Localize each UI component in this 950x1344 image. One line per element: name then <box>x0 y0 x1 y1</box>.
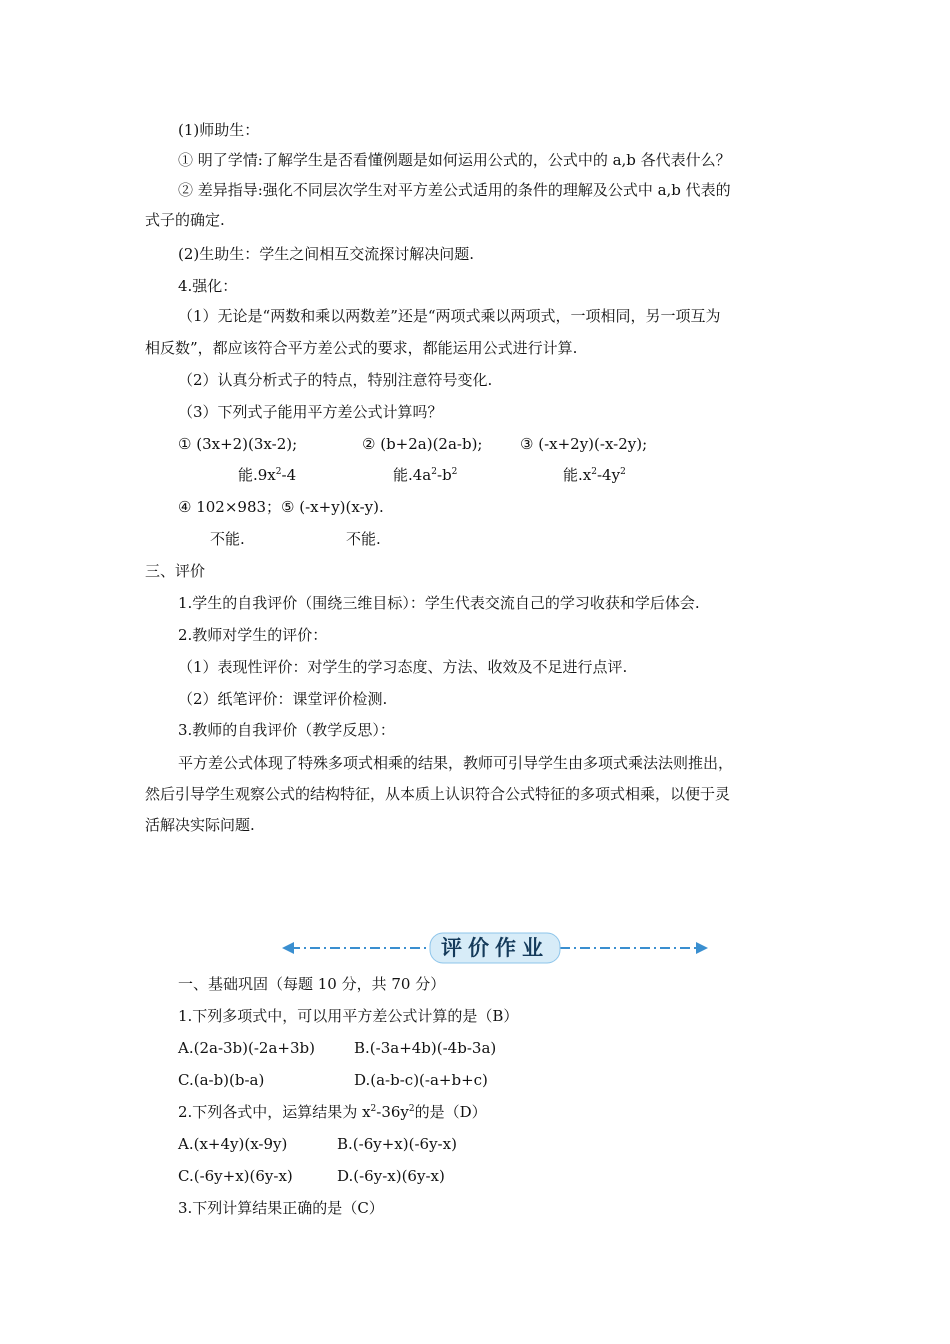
text-line: 活解决实际问题. <box>145 816 255 834</box>
text-line: 1.学生的自我评价（围绕三维目标）：学生代表交流自己的学习收获和学后体会. <box>178 594 700 612</box>
banner-title: 评价作业 <box>441 936 549 960</box>
text-line: （2）认真分析式子的特点，特别注意符号变化. <box>178 371 493 389</box>
answer-3: 能$.x^2-4y^2$ <box>563 466 626 484</box>
option-2b: B.(-6y+x)(-6y-x) <box>337 1135 457 1153</box>
answer-4: 不能. <box>210 530 245 548</box>
option-2a: A.(x+4y)(x-9y) <box>178 1135 288 1153</box>
text-line: 4.强化： <box>178 277 238 295</box>
answer-5: 不能. <box>346 530 381 548</box>
text-line: ① 明了学情:了解学生是否看懂例题是如何运用公式的，公式中的 a,b 各代表什么？ <box>178 151 731 169</box>
option-1a: A.(2a-3b)(-2a+3b) <box>178 1039 315 1057</box>
option-1c: C.(a-b)(b-a) <box>178 1071 265 1089</box>
text-line: 然后引导学生观察公式的结构特征，从本质上认识符合公式特征的多项式相乘，以便于灵 <box>145 785 731 803</box>
text-line: (1)师助生： <box>178 121 260 139</box>
option-2d: D.(-6y-x)(6y-x) <box>337 1167 445 1185</box>
expression-2: ② (b+2a)(2a-b); <box>362 435 483 453</box>
question-1: 1.下列多项式中，可以用平方差公式计算的是（B） <box>178 1007 519 1025</box>
text-line: (2)生助生：学生之间相互交流探讨解决问题. <box>178 245 475 263</box>
text-line: 2.教师对学生的评价： <box>178 626 328 644</box>
text-line: 式子的确定. <box>145 211 225 229</box>
expression-3: ③ (-x+2y)(-x-2y); <box>520 435 648 453</box>
option-1b: B.(-3a+4b)(-4b-3a) <box>354 1039 497 1057</box>
option-2c: C.(-6y+x)(6y-x) <box>178 1167 293 1185</box>
text-line: 3.教师的自我评价（教学反思）： <box>178 721 395 739</box>
text-line: （1）无论是“两数和乘以两数差”还是“两项式乘以两项式，一项相同，另一项互为 <box>178 307 721 325</box>
answer-2: 能$.4a^2-b^2$ <box>393 466 458 484</box>
question-3: 3.下列计算结果正确的是（C） <box>178 1199 384 1217</box>
section-heading: 三、评价 <box>145 562 206 580</box>
text-line: ② 差异指导:强化不同层次学生对平方差公式适用的条件的理解及公式中 a,b 代表的 <box>178 181 731 199</box>
text-line: （3）下列式子能用平方差公式计算吗？ <box>178 403 443 421</box>
text-line: 相反数”，都应该符合平方差公式的要求，都能运用公式进行计算. <box>145 339 578 357</box>
section-banner <box>280 930 710 966</box>
option-1d: D.(a-b-c)(-a+b+c) <box>354 1071 488 1089</box>
homework-heading: 一、基础巩固（每题 10 分，共 70 分） <box>178 975 446 993</box>
expression-1: ① (3x+2)(3x-2); <box>178 435 298 453</box>
question-2: 2.下列各式中，运算结果为 $x^2-36y^2$的是（D） <box>178 1103 487 1121</box>
text-line: 平方差公式体现了特殊多项式相乘的结果，教师可引导学生由多项式乘法法则推出， <box>178 754 734 772</box>
expression-4-5: ④ 102×983；⑤ (-x+y)(x-y). <box>178 498 384 516</box>
text-line: （2）纸笔评价：课堂评价检测. <box>178 690 388 708</box>
answer-1: 能$.9x^2-4$ <box>238 466 297 484</box>
text-line: （1）表现性评价：对学生的学习态度、方法、收效及不足进行点评. <box>178 658 628 676</box>
